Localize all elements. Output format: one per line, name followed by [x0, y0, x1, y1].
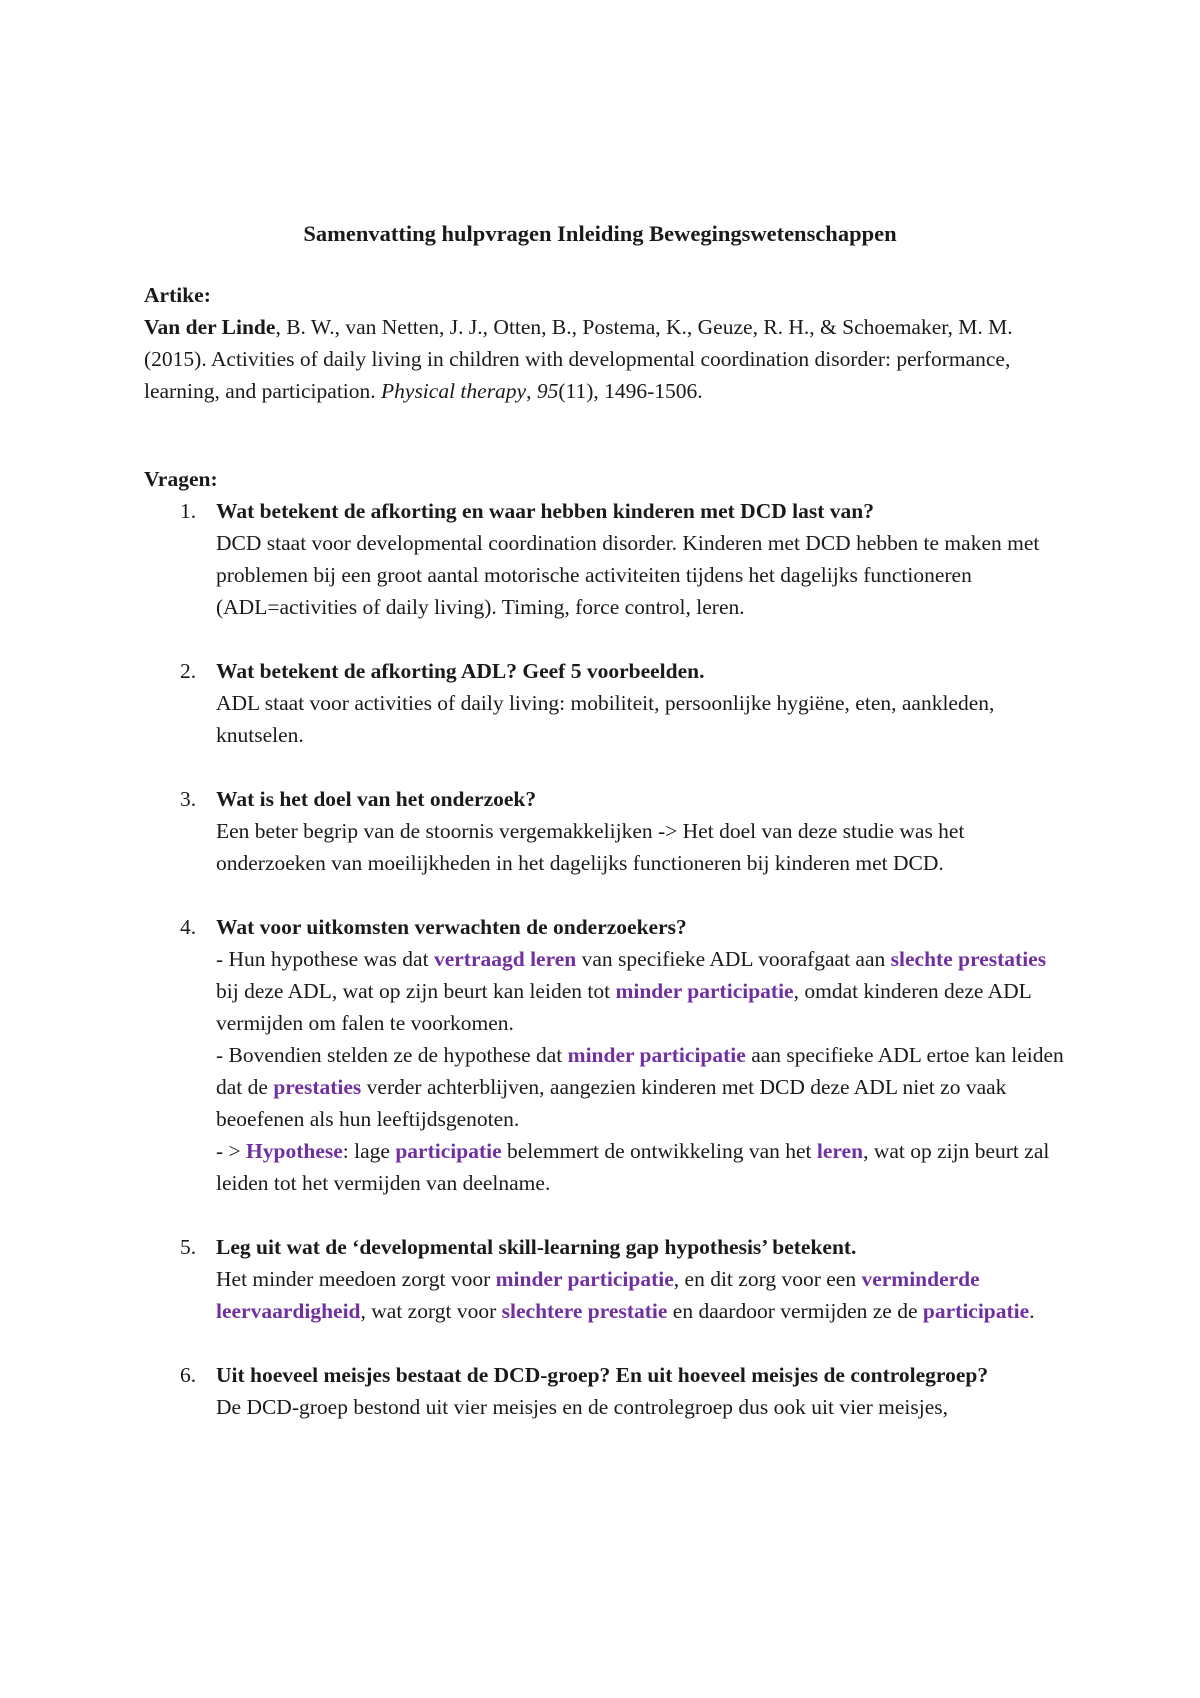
question-text: Leg uit wat de ‘developmental skill-learning gap hypothesis’ betekent. — [216, 1235, 857, 1259]
highlighted-term: vertraagd leren — [433, 947, 577, 971]
highlighted-term: minder participatie — [615, 979, 794, 1003]
question-item — [144, 783, 1064, 879]
question-number: 5. — [180, 1235, 197, 1259]
question-item — [144, 655, 1064, 751]
answer-text: De DCD-groep bestond uit vier meisjes en de controlegroep dus ook uit vier meisjes, — [216, 1395, 949, 1419]
answer-text — [216, 943, 1064, 1199]
answer-segment: , wat zorgt voor — [360, 1299, 502, 1323]
highlighted-term: Hypothese — [246, 1139, 343, 1163]
highlighted-term: minder participatie — [495, 1267, 674, 1291]
answer-segment: . — [1029, 1299, 1035, 1323]
question-text: Uit hoeveel meisjes bestaat de DCD-groep? En uit hoeveel meisjes de controlegroep? — [216, 1363, 989, 1387]
question-number: 2. — [180, 659, 197, 683]
question-text: Wat is het doel van het onderzoek? — [216, 787, 537, 811]
answer-text: Een beter begrip van de stoornis vergemakkelijken -> Het doel van deze studie was het onderzoeken van moeilijkheden in het dagelijks functioneren bij kinderen met DCD. — [216, 819, 965, 875]
reference-first-author: Van der Linde — [144, 315, 276, 339]
highlighted-term: participatie — [395, 1139, 502, 1163]
highlighted-term: slechtere prestatie — [501, 1299, 668, 1323]
answer-segment: Het minder meedoen zorgt voor — [216, 1267, 496, 1291]
question-item — [144, 495, 1064, 623]
article-label: Artike: — [144, 283, 211, 307]
question-item — [144, 1359, 1064, 1423]
question-number: 4. — [180, 915, 197, 939]
answer-paragraph — [216, 1135, 1064, 1199]
answer-segment: - > — [216, 1139, 247, 1163]
article-section — [144, 279, 1064, 407]
answer-segment: , en dit zorg voor een — [673, 1267, 862, 1291]
answer-paragraph — [216, 1039, 1064, 1135]
highlighted-term: slechte prestaties — [890, 947, 1047, 971]
question-text: Wat betekent de afkorting en waar hebben kinderen met DCD last van? — [216, 499, 874, 523]
highlighted-term: participatie — [922, 1299, 1030, 1323]
answer-text: ADL staat voor activities of daily living: mobiliteit, persoonlijke hygiëne, eten, aankleden, knutselen. — [216, 691, 995, 747]
answer-text — [216, 1263, 1064, 1327]
answer-segment: , omdat kinderen deze ADL vermijden om falen te voorkomen. — [216, 979, 1032, 1035]
answer-segment: : lage — [342, 1139, 396, 1163]
answer-paragraph — [216, 1263, 1064, 1327]
highlighted-term: prestaties — [273, 1075, 362, 1099]
answer-segment: van specifieke ADL voorafgaat aan — [576, 947, 891, 971]
questions-section — [144, 463, 1064, 1455]
question-item — [144, 1231, 1064, 1327]
answer-segment: belemmert de ontwikkeling van het — [501, 1139, 817, 1163]
answer-segment: en daardoor vermijden ze de — [667, 1299, 923, 1323]
answer-segment: , wat op zijn beurt zal leiden tot het vermijden van deelname. — [216, 1139, 1050, 1195]
reference-journal: Physical therapy — [381, 379, 527, 403]
answer-segment: - Hun hypothese was dat — [216, 947, 434, 971]
answer-text: DCD staat voor developmental coordination disorder. Kinderen met DCD hebben te maken met problemen bij een groot aantal motorische activiteiten tijdens het dagelijks functioneren (ADL=activities of daily living). Timing, force control, leren. — [216, 531, 1040, 619]
highlighted-term: verminderde leervaardigheid — [216, 1267, 980, 1323]
highlighted-term: minder participatie — [567, 1043, 746, 1067]
question-number: 6. — [180, 1363, 197, 1387]
reference-issue-pages: (11), 1496-1506. — [558, 379, 703, 403]
questions-label: Vragen: — [144, 467, 218, 491]
question-text: Wat betekent de afkorting ADL? Geef 5 voorbeelden. — [216, 659, 705, 683]
answer-segment: - Bovendien stelden ze de hypothese dat — [216, 1043, 568, 1067]
question-number: 3. — [180, 787, 197, 811]
reference-separator: , — [526, 379, 537, 403]
reference-body: , B. W., van Netten, J. J., Otten, B., Postema, K., Geuze, R. H., & Schoemaker, M. M. (2015). Activities of daily living in children with developmental coordination disorder: performance, learning, and participation. — [144, 315, 1013, 403]
questions-list — [144, 495, 1064, 1423]
answer-paragraph — [216, 943, 1064, 1039]
question-text: Wat voor uitkomsten verwachten de onderzoekers? — [216, 915, 687, 939]
question-number: 1. — [180, 499, 197, 523]
question-item — [144, 911, 1064, 1199]
page-title: Samenvatting hulpvragen Inleiding Bewegingswetenschappen — [303, 221, 897, 246]
answer-segment: bij deze ADL, wat op zijn beurt kan leiden tot — [216, 979, 616, 1003]
answer-segment: verder achterblijven, aangezien kinderen met DCD deze ADL niet zo vaak beoefenen als hun leeftijdsgenoten. — [216, 1075, 1007, 1131]
article-reference — [144, 311, 1064, 407]
reference-volume: 95 — [536, 379, 559, 403]
highlighted-term: leren — [816, 1139, 864, 1163]
answer-segment: aan specifieke ADL ertoe kan leiden dat de — [216, 1043, 1064, 1099]
